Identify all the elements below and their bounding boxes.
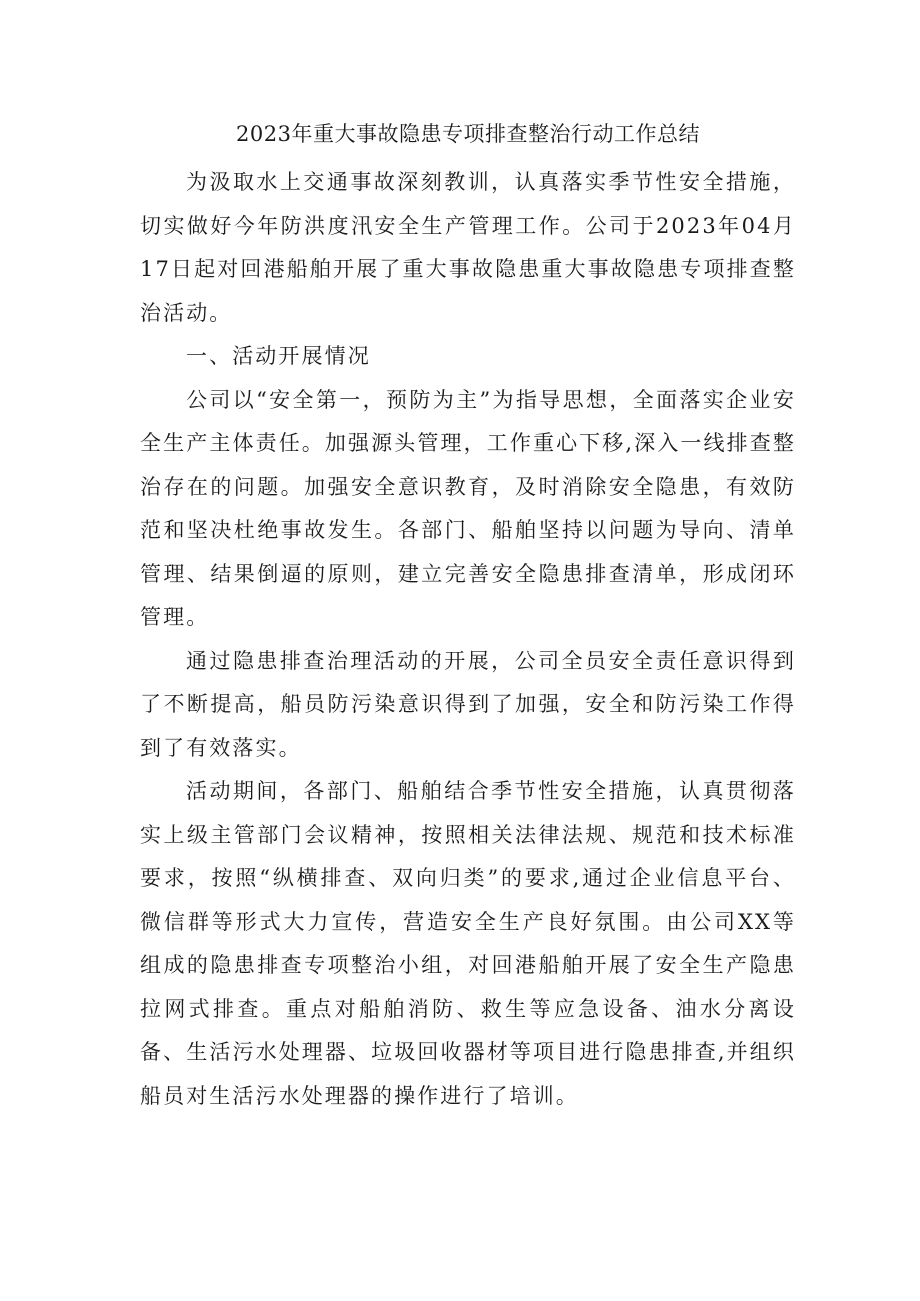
document-body [140, 116, 796, 1118]
body-paragraph: 通过隐患排查治理活动的开展，公司全员安全责任意识得到了不断提高，船员防污染意识得到了加强，安全和防污染工作得到了有效落实。 [140, 648, 796, 760]
section-heading-activities: 一、活动开展情况 [186, 344, 371, 368]
intro-paragraph: 为汲取水上交通事故深刻教训，认真落实季节性安全措施，切实做好今年防洪度汛安全生产管理工作。公司于2023年04月17日起对回港船舶开展了重大事故隐患重大事故隐患专项排查整治活动。 [140, 170, 796, 325]
body-paragraph: 公司以“安全第一，预防为主”为指导思想，全面落实企业安全生产主体责任。加强源头管理，工作重心下移,深入一线排查整治存在的问题。加强安全意识教育，及时消除安全隐患，有效防范和坚决杜绝事故发生。各部门、船舶坚持以问题为导向、清单管理、结果倒逼的原则，建立完善安全隐患排查清单，形成闭环管理。 [140, 387, 796, 629]
document-title: 2023年重大事故隐患专项排查整治行动工作总结 [236, 122, 700, 146]
body-paragraph: 活动期间，各部门、船舶结合季节性安全措施，认真贯彻落实上级主管部门会议精神，按照相关法律法规、规范和技术标准要求，按照“纵横排查、双向归类”的要求,通过企业信息平台、微信群等形式大力宣传，营造安全生产良好氛围。由公司XX等组成的隐患排查专项整治小组，对回港船舶开展了安全生产隐患拉网式排查。重点对船舶消防、救生等应急设备、油水分离设备、生活污水处理器、垃圾回收器材等项目进行隐患排查,并组织船员对生活污水处理器的操作进行了培训。 [140, 779, 796, 1108]
